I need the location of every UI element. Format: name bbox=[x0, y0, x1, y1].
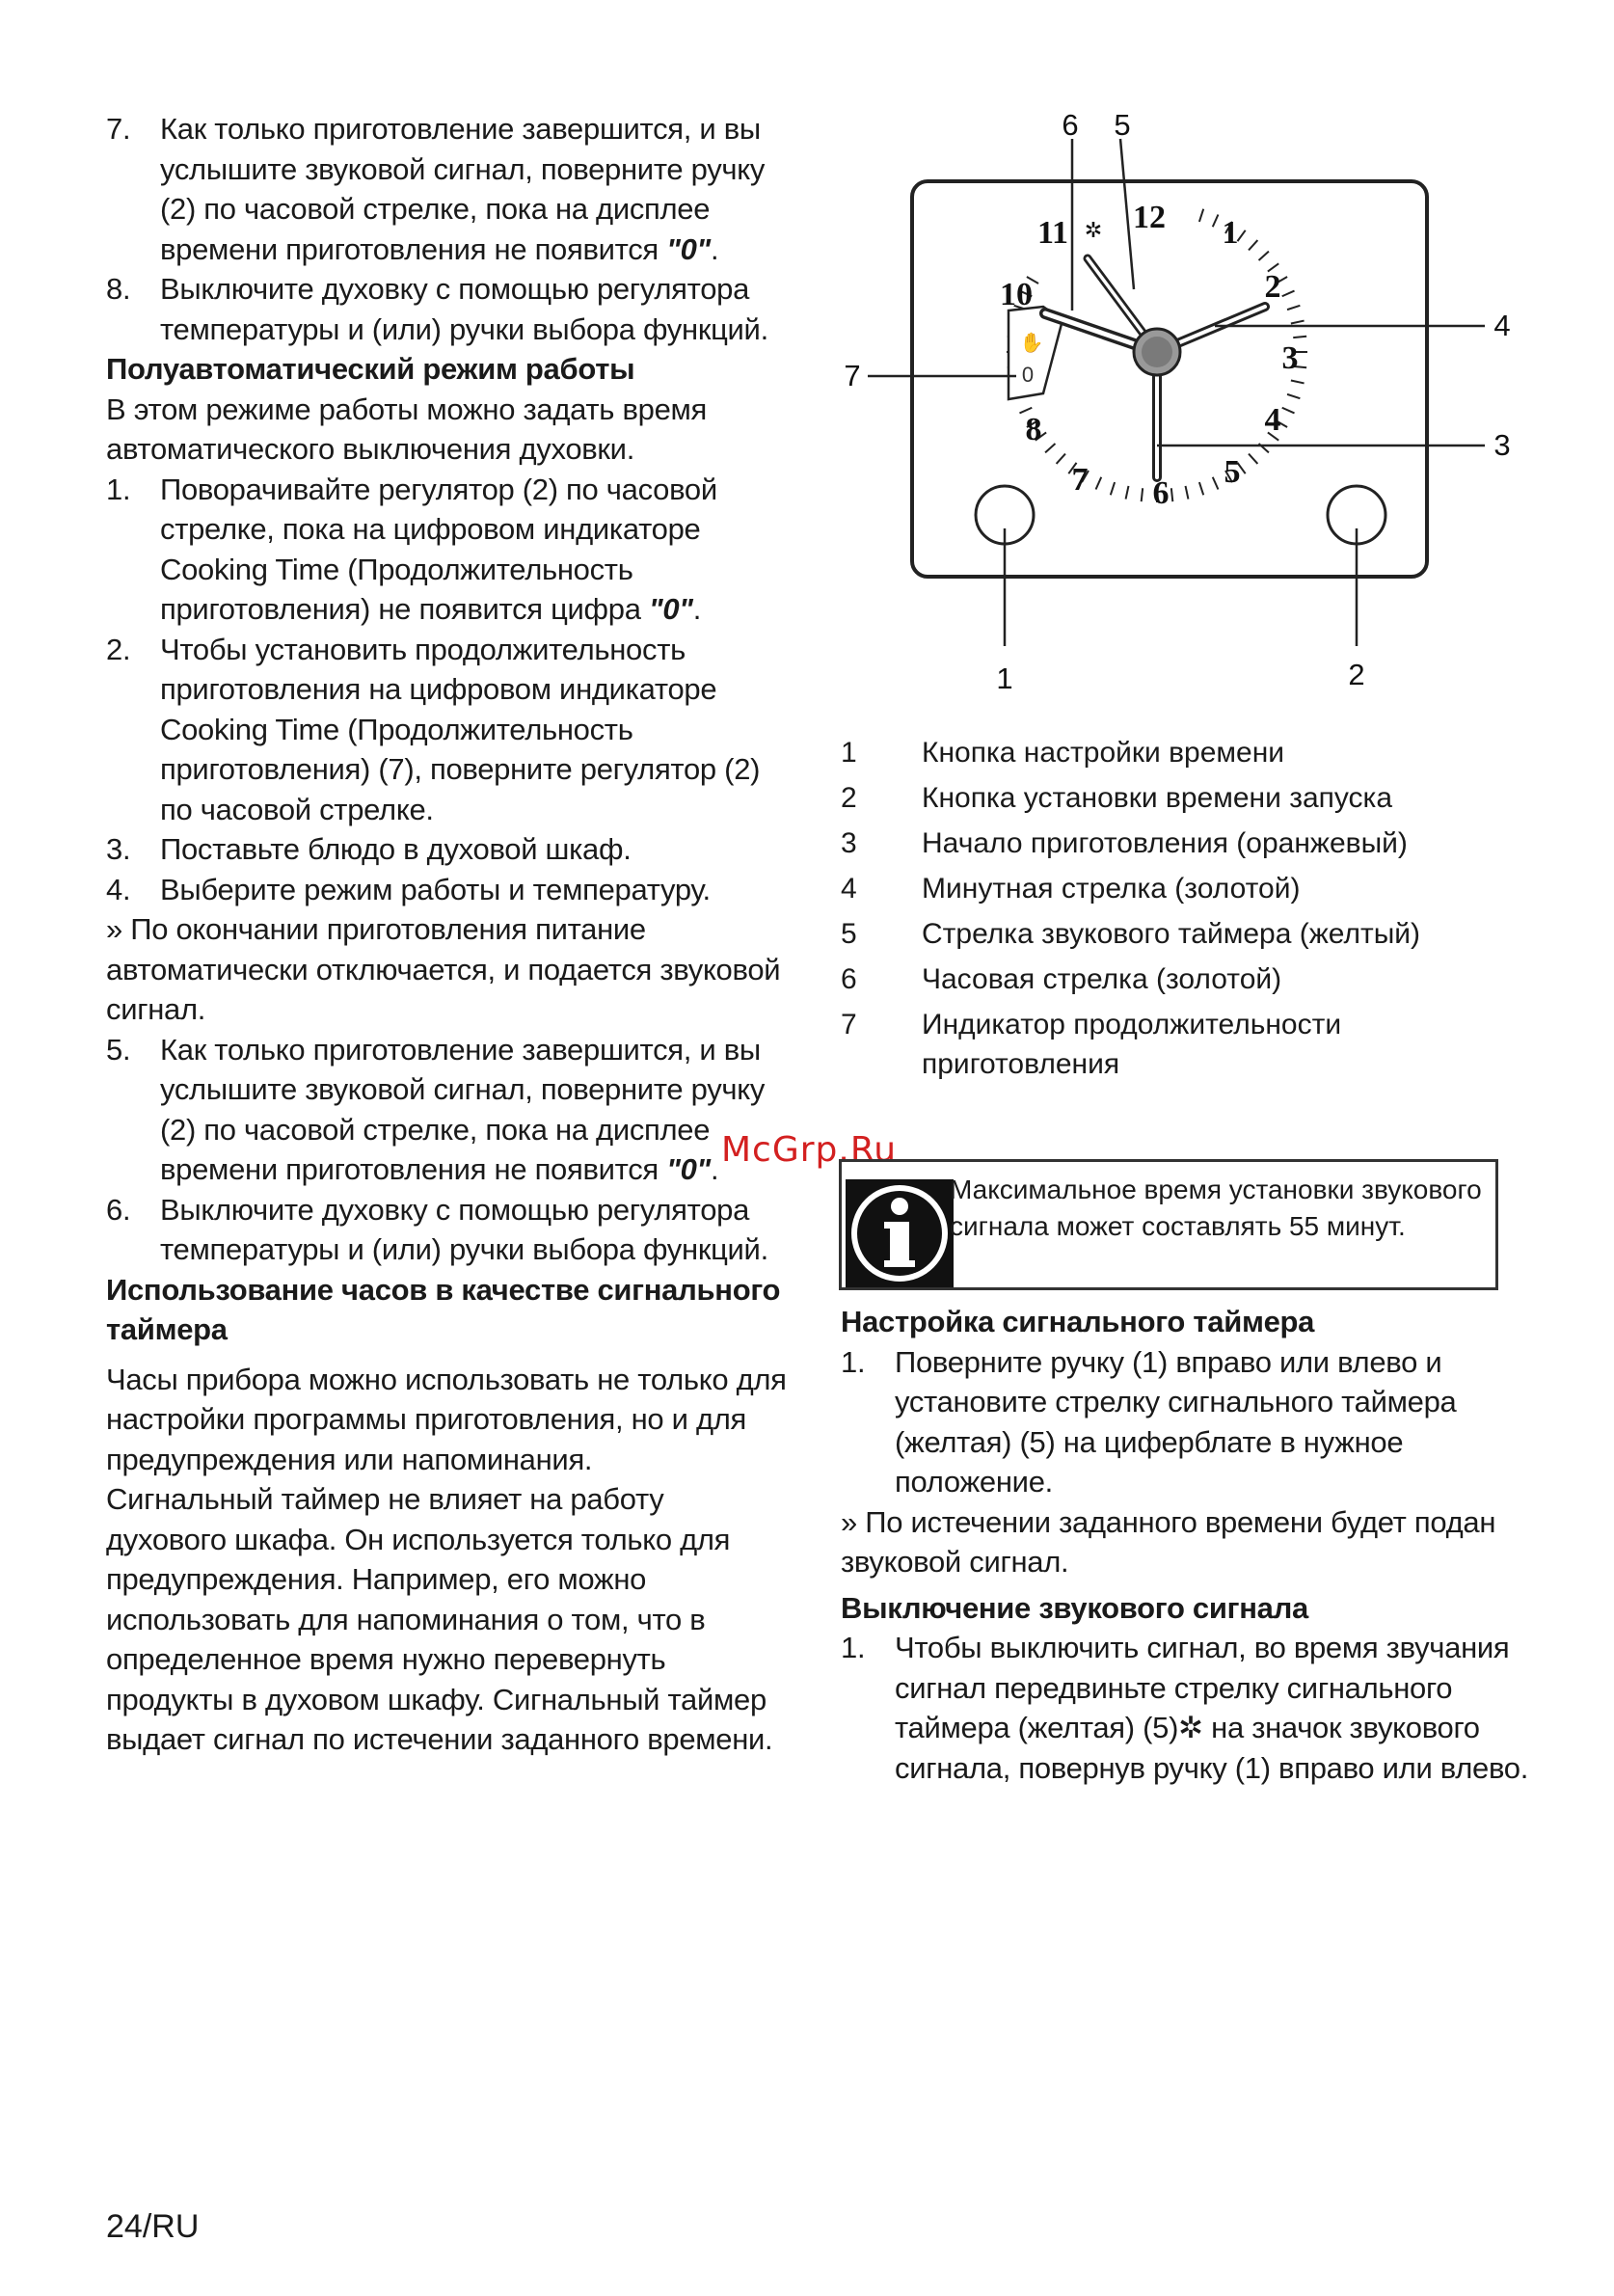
callout-label: 3 bbox=[1493, 428, 1511, 462]
list-item: 7. Как только приготовление завершится, и вы услышите звуковой сигнал, поверните ручку (2) по часовой стрелке, пока на дисплее времени приготовления не появится "0". bbox=[106, 112, 766, 266]
callout-label: 6 bbox=[1062, 108, 1079, 142]
callout-label: 1 bbox=[996, 662, 1013, 695]
dial-number: 2 bbox=[1264, 269, 1281, 305]
legend-row: 3 Начало приготовления (оранжевый) bbox=[841, 827, 1408, 859]
bell-icon: ✲ bbox=[1084, 218, 1103, 242]
dial-tick bbox=[1293, 337, 1306, 338]
dial-number: 8 bbox=[1025, 412, 1042, 447]
dial-tick bbox=[1287, 306, 1300, 310]
dial-tick bbox=[1237, 230, 1245, 241]
right-column bbox=[841, 1302, 1535, 1788]
result-paragraph: » По истечении заданного времени будет подан звуковой сигнал. bbox=[841, 1504, 1496, 1579]
watermark: McGrp.Ru bbox=[721, 1130, 898, 1170]
list-item: 5. Как только приготовление завершится, и вы услышите звуковой сигнал, поверните ручку (2) по часовой стрелке, пока на дисплее времени приготовления не появится "0". bbox=[106, 1032, 766, 1186]
dial-tick bbox=[1096, 477, 1102, 490]
list-item: 8. Выключите духовку с помощью регулятора температуры и (или) ручки выбора функций. bbox=[106, 272, 768, 346]
dial-tick bbox=[1126, 486, 1129, 500]
paragraph: Сигнальный таймер не влияет на работу духового шкафа. Он используется только для предупреждения. Например, его можно использовать для напоминания о том, что в определенное время нужно перевернуть продукты в духовом шкафу. Сигнальный таймер выдает сигнал по истечении заданного времени. bbox=[106, 1482, 773, 1756]
dial-number: 12 bbox=[1133, 200, 1166, 235]
list-item: 6. Выключите духовку с помощью регулятора температуры и (или) ручки выбора функций. bbox=[106, 1192, 768, 1266]
legend-row: 5 Стрелка звукового таймера (желтый) bbox=[841, 918, 1421, 950]
dial-number: 6 bbox=[1152, 475, 1170, 511]
dial-tick bbox=[1213, 214, 1219, 227]
section-heading: Выключение звукового сигнала bbox=[841, 1590, 1308, 1625]
legend-row: 2 Кнопка установки времени запуска bbox=[841, 782, 1393, 814]
info-note-box bbox=[839, 1159, 1498, 1290]
section-heading: Полуавтоматический режим работы bbox=[106, 352, 635, 386]
dial-tick bbox=[1249, 240, 1257, 250]
leader-lines bbox=[868, 139, 1485, 646]
dial-tick bbox=[1199, 209, 1203, 222]
callout-label: 2 bbox=[1348, 658, 1365, 691]
list-item: 2. Чтобы установить продолжительность приготовления на цифровом индикаторе Cooking Time (Продолжительность приготовления) (7), поверните регулятор (2) по часовой стрелке. bbox=[106, 632, 761, 826]
dial-tick bbox=[1259, 252, 1269, 260]
legend-row: 6 Часовая стрелка (золотой) bbox=[841, 963, 1282, 995]
list-item: 1. Поверните ручку (1) вправо или влево и установите стрелку сигнального таймера (желтая) (5) на циферблате в нужное положение. bbox=[841, 1344, 1457, 1499]
result-paragraph: » По окончании приготовления питание автоматически отключается, и подается звуковой сигнал. bbox=[106, 912, 781, 1026]
dial-tick bbox=[1171, 488, 1172, 501]
dial-tick bbox=[1142, 488, 1143, 501]
list-item: 1. Чтобы выключить сигнал, во время звучания сигнал передвиньте стрелку сигнального таймера (желтая) (5)✲ на значок звукового сигнала, повернув ручку (1) вправо или влево. bbox=[841, 1631, 1529, 1785]
dial-tick bbox=[1111, 482, 1115, 495]
section-heading: Использование часов в качестве сигнального таймера bbox=[106, 1272, 781, 1346]
dial-number: 1 bbox=[1222, 215, 1239, 251]
dial-number: 5 bbox=[1224, 454, 1241, 490]
list-item: 3. Поставьте блюдо в духовой шкаф. bbox=[106, 832, 632, 866]
info-icon bbox=[846, 1179, 954, 1287]
dial-number: 3 bbox=[1281, 340, 1299, 376]
callout-label: 7 bbox=[844, 359, 861, 392]
diagram-legend bbox=[841, 733, 1535, 1092]
dial-tick bbox=[1282, 291, 1295, 297]
hand-icon: ✋ bbox=[1019, 333, 1044, 354]
page-number: 24/RU bbox=[106, 2208, 200, 2245]
dial-tick bbox=[1249, 454, 1257, 464]
paragraph: В этом режиме работы можно задать время автоматического выключения духовки. bbox=[106, 392, 708, 466]
dial-number: 10 bbox=[1000, 277, 1033, 312]
callout-labels bbox=[844, 108, 1510, 695]
semi-steps-list bbox=[106, 470, 791, 910]
list-item: 4. Выберите режим работы и температуру. bbox=[106, 872, 711, 906]
semi-steps-list-2 bbox=[106, 1030, 791, 1270]
timer-steps-list bbox=[841, 1342, 1535, 1502]
dial-number: 11 bbox=[1036, 215, 1069, 251]
legend-row: 1 Кнопка настройки времени bbox=[841, 737, 1285, 769]
legend-row: 7 Индикатор продолжительности приготовления bbox=[841, 1009, 1342, 1080]
section-heading: Настройка сигнального таймера bbox=[841, 1305, 1315, 1338]
dial-tick bbox=[1186, 486, 1189, 500]
dial-tick bbox=[1282, 408, 1295, 414]
paragraph: Часы прибора можно использовать не только для настройки программы приготовления, но и для предупреждения или напоминания. bbox=[106, 1362, 787, 1476]
callout-label: 4 bbox=[1493, 309, 1511, 342]
top-steps-list bbox=[106, 109, 791, 349]
svg-text:0: 0 bbox=[1021, 363, 1035, 387]
clock-diagram bbox=[829, 96, 1523, 714]
alarm-off-steps-list bbox=[841, 1628, 1535, 1788]
dial-tick bbox=[1057, 454, 1065, 464]
dial-number: 4 bbox=[1264, 402, 1281, 438]
info-note-text: Максимальное время установки звукового сигнала может составлять 55 минут. bbox=[950, 1175, 1482, 1241]
left-column bbox=[106, 109, 791, 1760]
dial-tick bbox=[1291, 381, 1305, 384]
dial-tick bbox=[1199, 482, 1203, 495]
dial-number: 7 bbox=[1071, 462, 1089, 498]
dial-tick bbox=[1291, 321, 1305, 324]
dial-tick bbox=[1045, 444, 1055, 452]
legend-row: 4 Минутная стрелка (золотой) bbox=[841, 873, 1301, 905]
dial-tick bbox=[1213, 477, 1219, 490]
dial-tick bbox=[1287, 394, 1300, 398]
bell-icon: ✲ bbox=[1178, 1711, 1203, 1744]
list-item: 1. Поворачивайте регулятор (2) по часовой стрелке, пока на цифровом индикаторе Cooking Time (Продолжительность приготовления) не появится цифра "0". bbox=[106, 472, 717, 626]
callout-label: 5 bbox=[1114, 108, 1131, 142]
